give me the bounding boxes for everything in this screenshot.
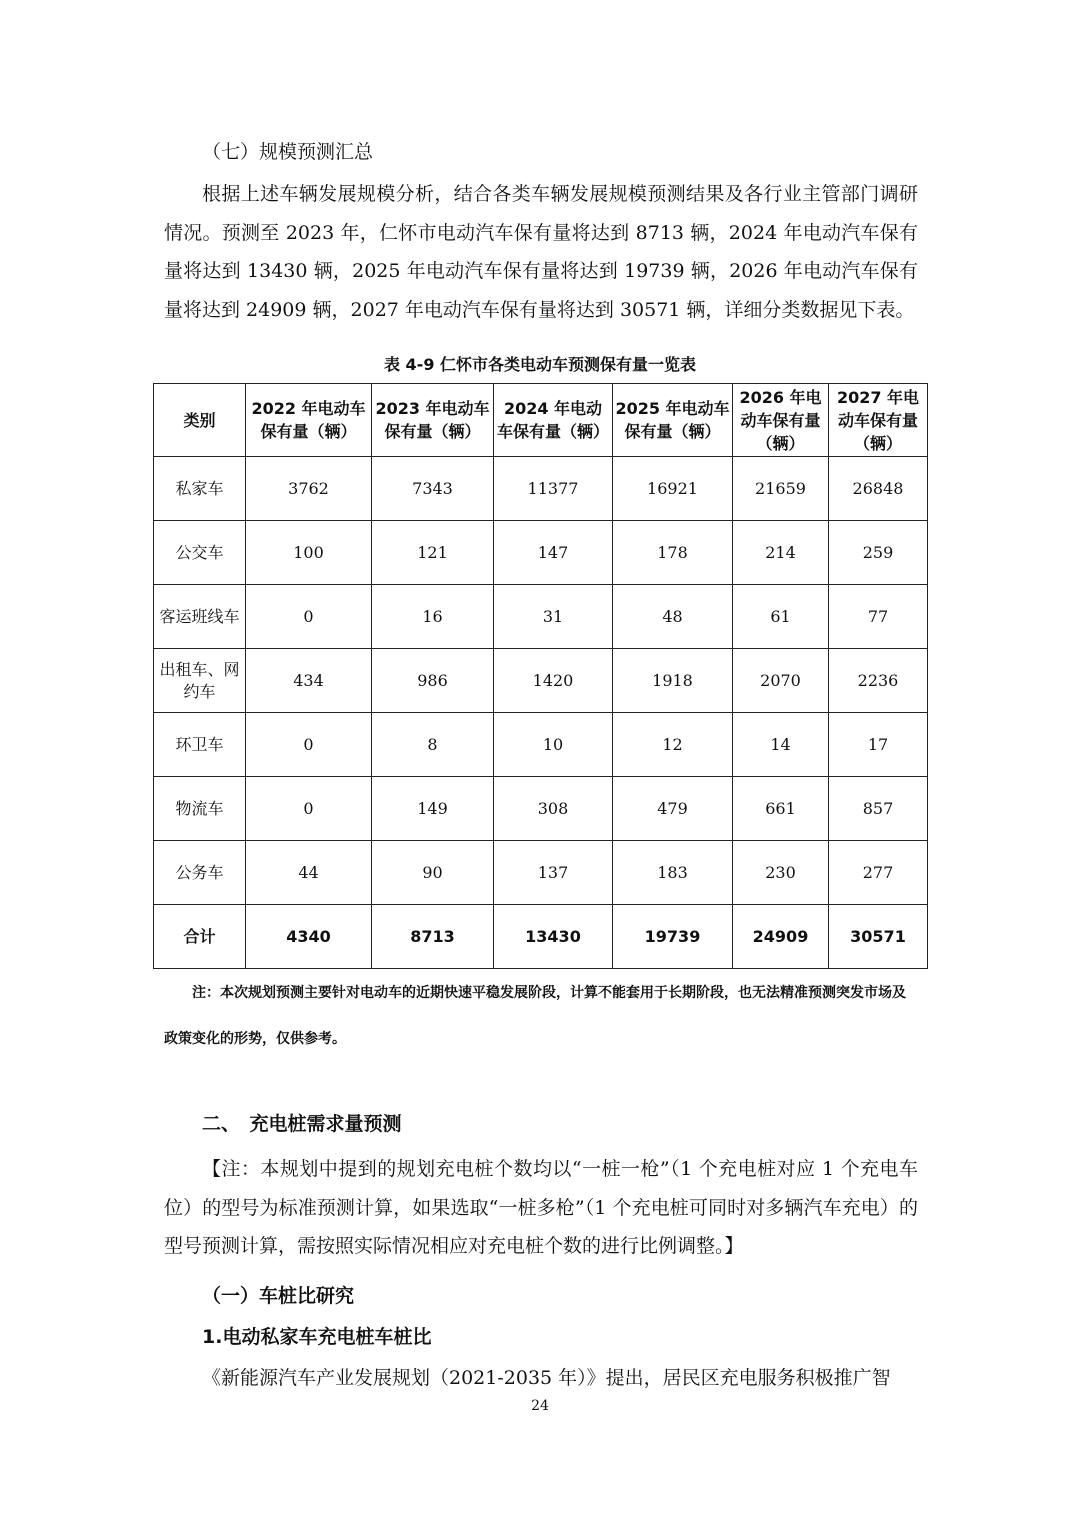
value-cell: 0 [246, 585, 372, 649]
value-cell: 137 [494, 841, 613, 905]
value-cell: 214 [733, 521, 829, 585]
table-row [154, 649, 928, 713]
table-caption: 表 4-9 仁怀市各类电动车预测保有量一览表 [383, 355, 697, 374]
value-cell: 3762 [246, 457, 372, 521]
value-cell: 1420 [494, 649, 613, 713]
category-cell: 环卫车 [154, 713, 246, 777]
value-cell: 2070 [733, 649, 829, 713]
value-cell: 277 [829, 841, 928, 905]
value-cell: 8 [372, 713, 494, 777]
value-cell: 77 [829, 585, 928, 649]
value-cell: 16 [372, 585, 494, 649]
sub-sub-heading: 1.电动私家车充电桩车桩比 [202, 1326, 432, 1348]
value-cell: 230 [733, 841, 829, 905]
total-cell: 13430 [494, 905, 613, 969]
category-cell: 公交车 [154, 521, 246, 585]
value-cell: 1918 [613, 649, 733, 713]
table-row [154, 521, 928, 585]
section-heading-7: （七）规模预测汇总 [202, 141, 374, 163]
header-cell: 2022 年电动车保有量（辆） [246, 384, 372, 457]
header-cell: 2025 年电动车保有量（辆） [613, 384, 733, 457]
value-cell: 100 [246, 521, 372, 585]
total-cell: 19739 [613, 905, 733, 969]
value-cell: 26848 [829, 457, 928, 521]
value-cell: 183 [613, 841, 733, 905]
category-cell: 私家车 [154, 457, 246, 521]
value-cell: 149 [372, 777, 494, 841]
value-cell: 21659 [733, 457, 829, 521]
category-cell: 客运班线车 [154, 585, 246, 649]
body-last-line: 《新能源汽车产业发展规划（2021-2035 年）》提出，居民区充电服务积极推广智 [202, 1367, 891, 1389]
value-cell: 61 [733, 585, 829, 649]
value-cell: 31 [494, 585, 613, 649]
value-cell: 17 [829, 713, 928, 777]
value-cell: 121 [372, 521, 494, 585]
section-heading-2: 二、 充电桩需求量预测 [202, 1113, 402, 1135]
category-cell: 物流车 [154, 777, 246, 841]
value-cell: 259 [829, 521, 928, 585]
value-cell: 2236 [829, 649, 928, 713]
table-row [154, 585, 928, 649]
value-cell: 308 [494, 777, 613, 841]
table-header-row [154, 384, 928, 457]
value-cell: 178 [613, 521, 733, 585]
table-total-row [154, 905, 928, 969]
value-cell: 44 [246, 841, 372, 905]
value-cell: 661 [733, 777, 829, 841]
table-row [154, 457, 928, 521]
value-cell: 90 [372, 841, 494, 905]
total-cell: 4340 [246, 905, 372, 969]
category-cell: 出租车、网约车 [154, 649, 246, 713]
ev-forecast-table [153, 383, 928, 969]
value-cell: 14 [733, 713, 829, 777]
value-cell: 11377 [494, 457, 613, 521]
total-cell: 24909 [733, 905, 829, 969]
table-row [154, 713, 928, 777]
header-cell: 类别 [154, 384, 246, 457]
value-cell: 0 [246, 713, 372, 777]
value-cell: 10 [494, 713, 613, 777]
summary-paragraph: 根据上述车辆发展规模分析，结合各类车辆发展规模预测结果及各行业主管部门调研情况。预测至 2023 年，仁怀市电动汽车保有量将达到 8713 辆，2024 年电动汽车保有量将达到 13430 辆，2025 年电动汽车保有量将达到 19739 辆，2026 年电动汽车保有量将达到 24909 辆，2027 年电动汽车保有量将达到 30571 辆，详细分类数据见下表。 [164, 183, 918, 321]
value-cell: 986 [372, 649, 494, 713]
sub-heading: （一）车桩比研究 [202, 1285, 355, 1307]
header-cell: 2024 年电动车保有量（辆） [494, 384, 613, 457]
category-cell: 公务车 [154, 841, 246, 905]
table-row [154, 841, 928, 905]
value-cell: 479 [613, 777, 733, 841]
header-cell: 2027 年电动车保有量（辆） [829, 384, 928, 457]
value-cell: 12 [613, 713, 733, 777]
value-cell: 434 [246, 649, 372, 713]
value-cell: 7343 [372, 457, 494, 521]
value-cell: 147 [494, 521, 613, 585]
value-cell: 0 [246, 777, 372, 841]
total-cell: 8713 [372, 905, 494, 969]
value-cell: 857 [829, 777, 928, 841]
header-cell: 2026 年电动车保有量（辆） [733, 384, 829, 457]
charger-note-paragraph: 【注：本规划中提到的规划充电桩个数均以“一桩一枪”（1 个充电桩对应 1 个充电车位）的型号为标准预测计算，如果选取“一桩多枪”（1 个充电桩可同时对多辆汽车充电）的型号预测计算，需按照实际情况相应对充电桩个数的进行比例调整。】 [164, 1158, 918, 1257]
total-cell: 30571 [829, 905, 928, 969]
table-row [154, 777, 928, 841]
value-cell: 48 [613, 585, 733, 649]
page-number: 24 [531, 1398, 549, 1414]
total-label-cell: 合计 [154, 905, 246, 969]
table-note: 注：本次规划预测主要针对电动车的近期快速平稳发展阶段，计算不能套用于长期阶段，也无法精准预测突发市场及政策变化的形势，仅供参考。 [164, 985, 906, 1047]
header-cell: 2023 年电动车保有量（辆） [372, 384, 494, 457]
value-cell: 16921 [613, 457, 733, 521]
